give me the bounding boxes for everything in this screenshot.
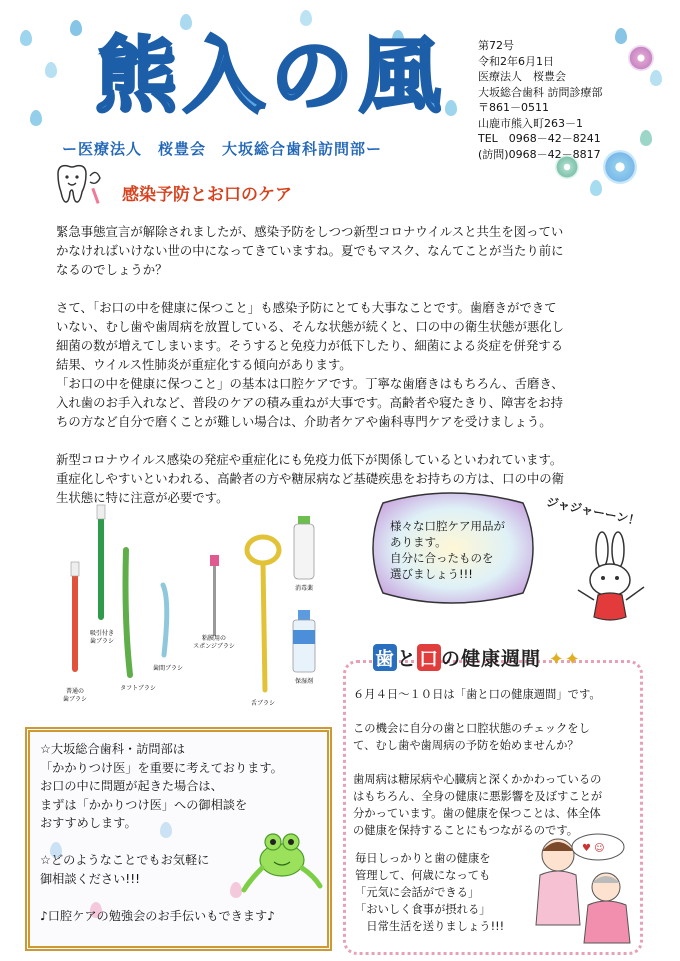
raindrop-decoration: [615, 28, 627, 44]
interdental-brush-icon: [163, 585, 167, 655]
issue-date: 令和2年6月1日: [478, 54, 554, 68]
article-line: さて、「お口の中を健康に保つこと」も感染予防にとても大事なことです。歯磨きができて: [56, 300, 557, 315]
article-paragraph: [56, 298, 631, 431]
health-week-title: [373, 644, 581, 674]
article-line: 「お口の中を健康に保つこと」の基本は口腔ケアです。丁寧な歯磨きはもちろん、舌磨き、: [56, 376, 564, 391]
tool-label: 普通の歯ブラシ: [62, 688, 88, 703]
tool-label: 保湿剤: [294, 678, 314, 685]
article-line: 細菌の数が増えてしまいます。そうすると免疫力が低下したり、細菌による炎症を併発する: [56, 338, 564, 353]
svg-text:♥ ☺: ♥ ☺: [582, 843, 605, 854]
address: 山鹿市熊入町263－1: [478, 116, 583, 130]
article-line: 生状態に特に注意が必要です。: [56, 490, 229, 505]
week-paragraph: [353, 720, 643, 754]
bubble-line: 選びましょう!!!: [390, 567, 473, 581]
tool-label: 歯間ブラシ: [152, 665, 184, 672]
consult-line: まずは「かかりつけ医」への御相談を: [40, 797, 248, 812]
tool-label: 粘膜用のスポンジブラシ: [193, 635, 235, 650]
title-char-mouth: 口: [417, 644, 441, 671]
consult-line: お口の中に問題が起きた場合は、: [40, 779, 223, 793]
title-rest: の健康週間: [441, 648, 542, 670]
postal-code: 〒861－0511: [478, 101, 549, 114]
raindrop-decoration: [30, 110, 42, 126]
moisturizer-bottle-icon: [293, 610, 315, 672]
newsletter-subtitle: ー医療法人 桜豊会 大坂総合歯科訪問部ー: [62, 140, 383, 158]
issue-number: 第72号: [478, 39, 514, 52]
raindrop-decoration: [640, 130, 652, 146]
tool-label: 吸引付き歯ブラシ: [89, 630, 115, 645]
title-char: と: [397, 648, 418, 670]
week-line: はもちろん、全身の健康に悪影響を及ぼすことが: [353, 790, 603, 803]
newsletter-title: 熊入の風: [95, 29, 448, 124]
bubble-line: 自分に合ったものを: [390, 551, 494, 565]
article-line: かなければいけない世の中になってきていますね。夏でもマスク、なんてことが当たり前に: [56, 243, 564, 258]
suction-toothbrush-icon: [97, 505, 105, 620]
tool-label: タフトブラシ: [120, 685, 156, 692]
title-char-tooth: 歯: [373, 644, 397, 671]
closing-line: 「おいしく食事が摂れる」: [355, 903, 491, 916]
org-name: 医療法人 桜豊会: [478, 70, 566, 83]
week-line: この機会に自分の歯と口腔状態のチェックをし: [353, 722, 590, 735]
caregiver-illustration-icon: [518, 825, 648, 950]
main-article: [56, 222, 631, 507]
consult-line: ♪口腔ケアの勉強会のお手伝いもできます♪: [40, 908, 275, 923]
article-line: 緊急事態宣言が解除されましたが、感染予防をしつつ新型コロナウイルスと共生を図ってい: [56, 224, 564, 239]
closing-line: 「元気に会話ができる」: [355, 886, 480, 899]
week-paragraph: [353, 686, 643, 703]
consult-line: 「かかりつけ医」を重要に考えております。: [40, 760, 283, 775]
consult-line: おすすめします。: [40, 816, 137, 830]
consult-line: ☆大坂総合歯科・訪問部は: [40, 742, 185, 756]
article-line: 結果、ウイルス性肺炎が重症化する傾向があります。: [56, 357, 352, 372]
week-line: ６月４日～１０日は「歯と口の健康週間」です。: [353, 688, 601, 701]
consult-paragraph: [40, 740, 283, 833]
bubble-text: [390, 518, 520, 582]
raindrop-decoration: [650, 70, 662, 86]
week-line: 歯周病は糖尿病や心臓病と深くかかわっているの: [353, 773, 602, 786]
consult-line: ☆どのようなことでもお気軽に: [40, 853, 210, 867]
consult-line: 御相談ください!!!: [40, 871, 140, 886]
phone-main: TEL 0968－42－8241: [478, 132, 601, 145]
article-line: 新型コロナウイルス感染の発症や重症化にも免疫力低下が関係しているといわれています。: [56, 452, 563, 467]
clinic-name: 大坂総合歯科 訪問診療部: [478, 85, 603, 99]
article-line: 重症化しやすいといわれる、高齢者の方や糖尿病など基礎疾患をお持ちの方は、口の中の衛: [56, 471, 565, 486]
disinfectant-bottle-icon: [294, 516, 314, 579]
frog-character-icon: [240, 820, 325, 895]
consult-paragraph: [40, 907, 283, 926]
sound-effect: ジャジャーーン！: [545, 495, 642, 529]
week-line: の健康を保持することにもつながるのです。: [353, 824, 579, 837]
phone-visit: (訪問)0968－42－8817: [478, 147, 601, 161]
tuft-brush-icon: [126, 550, 131, 675]
article-line: いない、むし歯や歯周病を放置している、そんな状態が続くと、口の中の衛生状態が悪化し: [56, 319, 565, 334]
normal-toothbrush-icon: [71, 562, 79, 672]
raindrop-decoration: [20, 30, 32, 46]
sparkle-icon: ✦✦: [548, 649, 581, 670]
raindrop-decoration: [590, 180, 602, 196]
closing-message: [355, 850, 504, 935]
closing-line: 管理して、何歳になっても: [355, 869, 491, 882]
tongue-brush-icon: [247, 537, 279, 690]
issue-info: [478, 38, 603, 162]
tool-label: 舌ブラシ: [250, 700, 276, 707]
oral-care-tools-illustration: [50, 500, 330, 720]
article-line: なるのでしょうか？: [56, 262, 168, 277]
week-line: て、むし歯や歯周病の予防を始めませんか？: [353, 739, 579, 752]
article-line: 入れ歯のお手入れなど、普段のケアの積み重ねが大事です。高齢者や寝たきり、障害をお持: [56, 395, 564, 410]
tool-label: 消毒薬: [294, 585, 314, 592]
article-paragraph: [56, 222, 631, 279]
bunny-character-icon: [540, 495, 670, 630]
section-title: 感染予防とお口のケア: [122, 185, 292, 205]
flower-decoration: [603, 150, 637, 184]
sponge-brush-icon: [210, 555, 219, 636]
tooth-character-icon: [50, 162, 110, 212]
article-line: ちの方など自分で磨くことが難しい場合は、介助者ケアや歯科専門ケアを受けましょう。: [56, 414, 552, 429]
closing-line: 日常生活を送りましょう!!!: [355, 920, 505, 933]
week-line: 分かっています。歯の健康を保つことは、体全体: [353, 807, 601, 820]
bubble-line: 様々な口腔ケア用品が: [390, 519, 505, 533]
flower-decoration: [628, 45, 654, 71]
closing-line: 毎日しっかりと歯の健康を: [355, 852, 491, 865]
bubble-line: あります。: [390, 535, 447, 549]
raindrop-decoration: [45, 62, 57, 78]
raindrop-decoration: [70, 20, 82, 36]
